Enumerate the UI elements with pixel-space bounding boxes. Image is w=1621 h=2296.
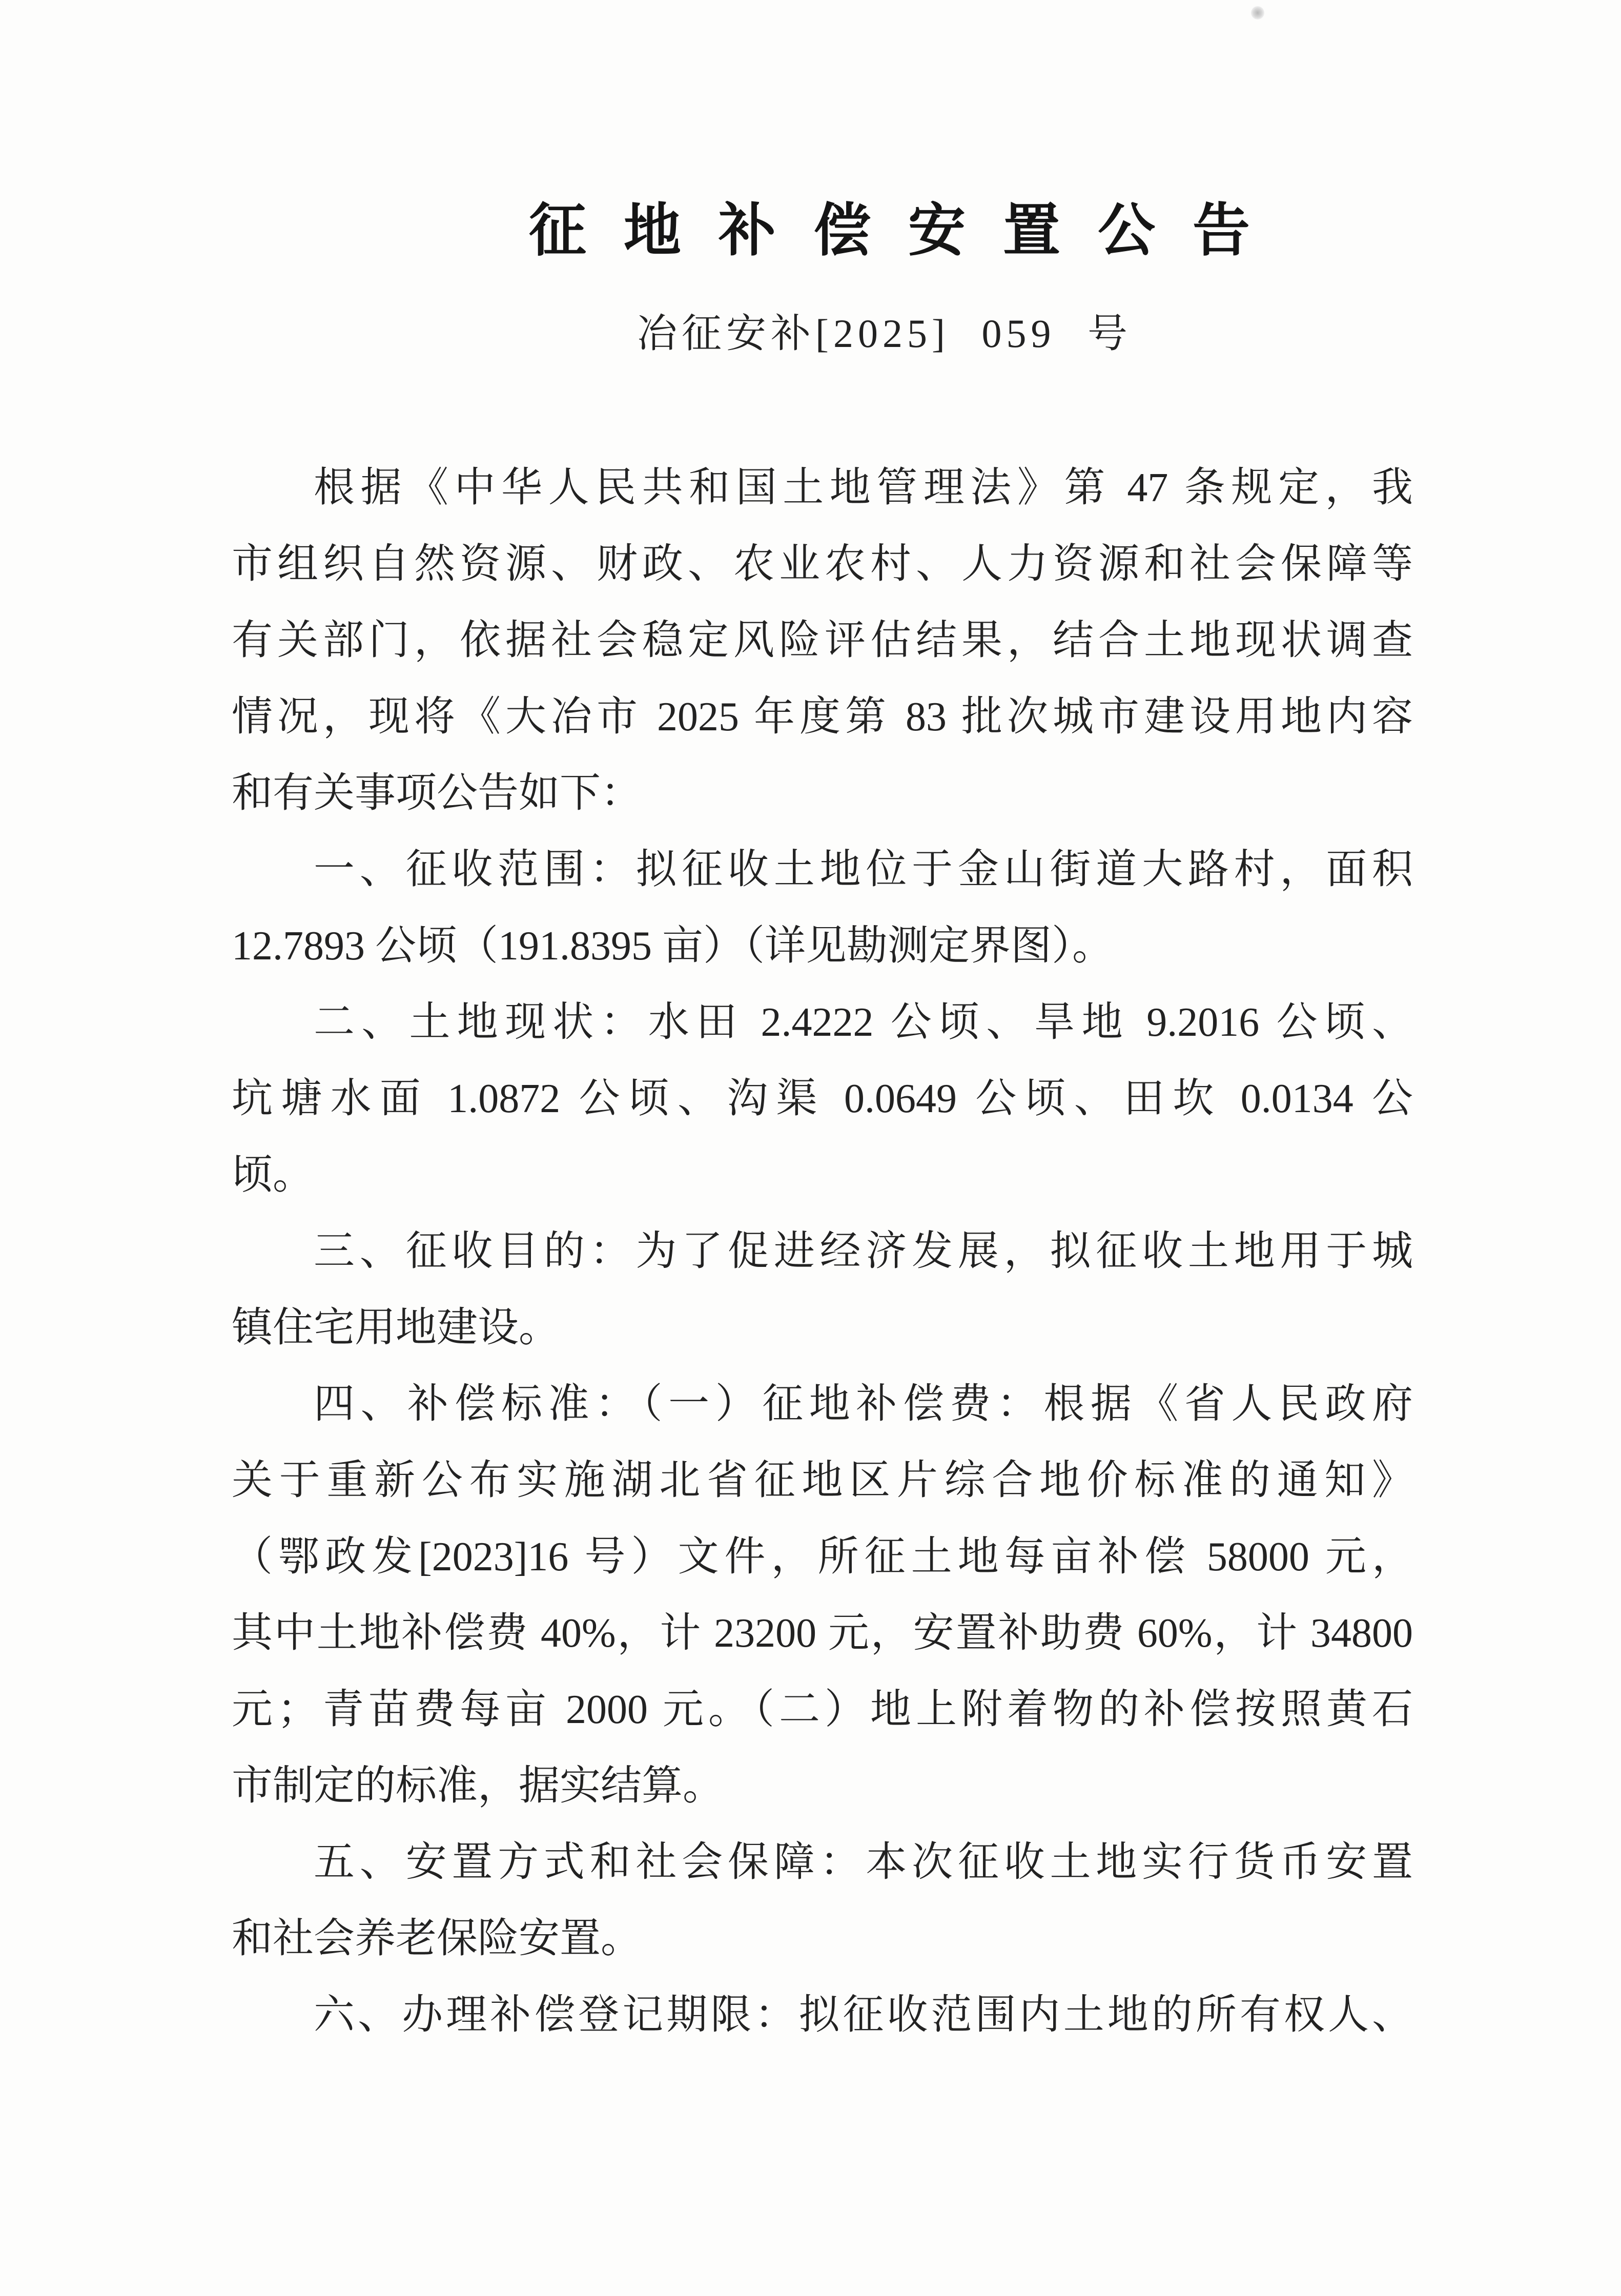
- body-line: 和社会养老保险安置。: [232, 1916, 642, 1961]
- body-line: 12.7893 公顷（191.8395 亩）（详见勘测定界图）。: [232, 924, 1113, 969]
- body-line: 镇住宅用地建设。: [232, 1305, 560, 1350]
- document-number: 冶征安补[2025] 059 号: [637, 311, 1132, 356]
- body-line: 坑塘水面 1.0872 公顷、沟渠 0.0649 公顷、田坎 0.0134 公: [232, 1076, 1413, 1121]
- body-line: 三、征收目的：为了促进经济发展，拟征收土地用于城: [314, 1229, 1413, 1274]
- body-line: 五、安置方式和社会保障：本次征收土地实行货币安置: [314, 1840, 1413, 1885]
- body-line: 六、办理补偿登记期限：拟征收范围内土地的所有权人、: [314, 1993, 1413, 2038]
- scan-artifact-dot: [1251, 6, 1264, 19]
- body-line: 情况，现将《大冶市 2025 年度第 83 批次城市建设用地内容: [232, 694, 1413, 740]
- body-line: 二、土地现状：水田 2.4222 公顷、旱地 9.2016 公顷、: [314, 1000, 1413, 1045]
- body-line: 根据《中华人民共和国土地管理法》第 47 条规定，我: [314, 465, 1413, 510]
- page-title: 征地补偿安置公告: [529, 198, 1287, 262]
- body-line: 市组织自然资源、财政、农业农村、人力资源和社会保障等: [232, 542, 1413, 587]
- body-line: 和有关事项公告如下：: [232, 771, 642, 816]
- body-line: 其中土地补偿费 40%，计 23200 元，安置补助费 60%，计 34800: [232, 1611, 1413, 1656]
- body-line: 元；青苗费每亩 2000 元。（二）地上附着物的补偿按照黄石: [232, 1687, 1413, 1732]
- body-line: 顷。: [232, 1153, 314, 1198]
- body-line: 有关部门，依据社会稳定风险评估结果，结合土地现状调查: [232, 618, 1413, 663]
- body-line: 四、补偿标准：（一）征地补偿费：根据《省人民政府: [314, 1382, 1413, 1427]
- body-line: 市制定的标准，据实结算。: [232, 1764, 724, 1809]
- body-line: （鄂政发[2023]16 号）文件，所征土地每亩补偿 58000 元，: [232, 1534, 1413, 1580]
- document-body: [232, 450, 1413, 2054]
- body-line: 一、征收范围：拟征收土地位于金山街道大路村，面积: [314, 847, 1413, 892]
- body-line: 关于重新公布实施湖北省征地区片综合地价标准的通知》: [232, 1458, 1413, 1503]
